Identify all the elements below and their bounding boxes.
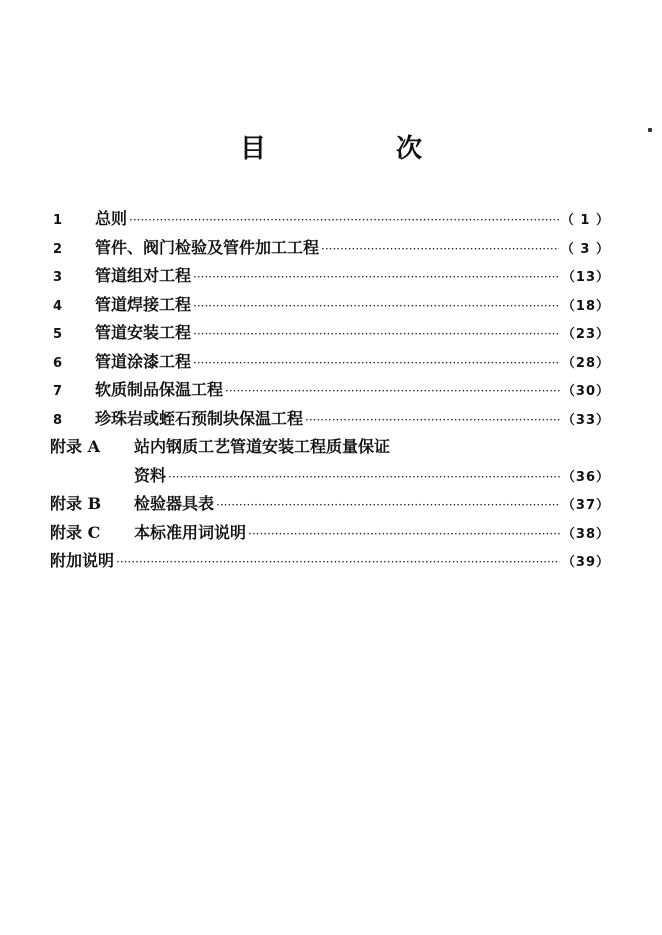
toc-entry-label: 附加说明	[50, 551, 115, 570]
toc-appendix-prefix: 附录 C	[50, 522, 101, 542]
toc-appendix-a-line1[interactable]	[50, 434, 610, 463]
toc-entry-label: 管件、阀门检验及管件加工工程	[95, 237, 320, 257]
toc-leader-dots	[193, 327, 560, 341]
toc-leader-dots	[248, 527, 560, 541]
toc-entry-5[interactable]	[50, 320, 610, 349]
toc-entry-page: （13）	[561, 270, 610, 285]
toc-entry-7[interactable]	[50, 377, 610, 406]
toc-leader-dots	[193, 270, 560, 284]
toc-entry-1[interactable]	[50, 206, 610, 235]
toc-entry-number: 3	[53, 270, 63, 285]
toc-entry-label: 管道安装工程	[95, 323, 192, 342]
toc-entry-4[interactable]	[50, 292, 610, 321]
toc-entry-number: 1	[53, 213, 63, 228]
toc-entry-page: （ 3 ）	[560, 241, 610, 257]
toc-entry-number: 8	[53, 412, 63, 428]
toc-entry-label: 管道焊接工程	[95, 294, 192, 314]
toc-entry-label-continued: 资料	[134, 465, 167, 485]
toc-appendix-prefix: 附录 B	[50, 494, 102, 513]
toc-leader-dots	[116, 555, 560, 569]
toc-leader-dots	[225, 384, 560, 398]
toc-entry-label: 本标准用词说明	[134, 522, 247, 542]
toc-entry-number: 7	[53, 384, 63, 399]
toc-entry-page: （37）	[561, 498, 610, 513]
toc-appendix-a-line2[interactable]	[50, 463, 610, 492]
toc-appendix-prefix: 附录 A	[50, 437, 100, 456]
toc-entry-label: 总则	[95, 209, 128, 228]
toc-entry-page: （18）	[561, 298, 610, 314]
toc-leader-dots	[168, 470, 560, 484]
toc-leader-dots	[321, 242, 559, 256]
toc-entry-page: （30）	[561, 384, 610, 399]
toc-entry-3[interactable]	[50, 263, 610, 292]
toc-leader-dots	[193, 299, 560, 313]
toc-entry-8[interactable]	[50, 406, 610, 435]
toc-entry-number: 4	[53, 298, 63, 314]
toc-entry-number: 2	[53, 241, 63, 257]
toc-entry-page: （38）	[561, 526, 610, 542]
toc-appendix-c[interactable]	[50, 520, 610, 549]
toc-entry-6[interactable]	[50, 349, 610, 378]
toc-entry-label: 管道涂漆工程	[95, 351, 192, 371]
scan-mark	[648, 128, 652, 132]
toc-entry-page: （39）	[561, 555, 610, 570]
toc-entry-label: 站内钢质工艺管道安装工程质量保证	[134, 437, 391, 456]
toc-entry-label: 检验器具表	[134, 494, 215, 513]
toc-entry-page: （36）	[561, 469, 610, 485]
toc-entry-label: 软质制品保温工程	[95, 380, 224, 399]
toc-entry-number: 5	[53, 327, 63, 342]
toc-leader-dots	[193, 356, 560, 370]
toc-entry-page: （23）	[561, 327, 610, 342]
toc-entry-page: （28）	[561, 355, 610, 371]
toc-leader-dots	[129, 213, 559, 227]
toc-entry-2[interactable]	[50, 235, 610, 264]
toc-leader-dots	[216, 498, 560, 512]
toc-entry-page: （33）	[561, 412, 610, 428]
page-title: 目 次	[239, 134, 474, 164]
toc-entry-page: （ 1 ）	[560, 213, 610, 228]
toc-entry-label: 珍珠岩或蛭石预制块保温工程	[95, 408, 304, 428]
toc-entry-number: 6	[53, 355, 63, 371]
table-of-contents	[50, 206, 610, 577]
toc-additional-notes[interactable]	[50, 548, 610, 577]
toc-leader-dots	[305, 413, 560, 427]
toc-entry-label: 管道组对工程	[95, 266, 192, 285]
toc-appendix-b[interactable]	[50, 491, 610, 520]
